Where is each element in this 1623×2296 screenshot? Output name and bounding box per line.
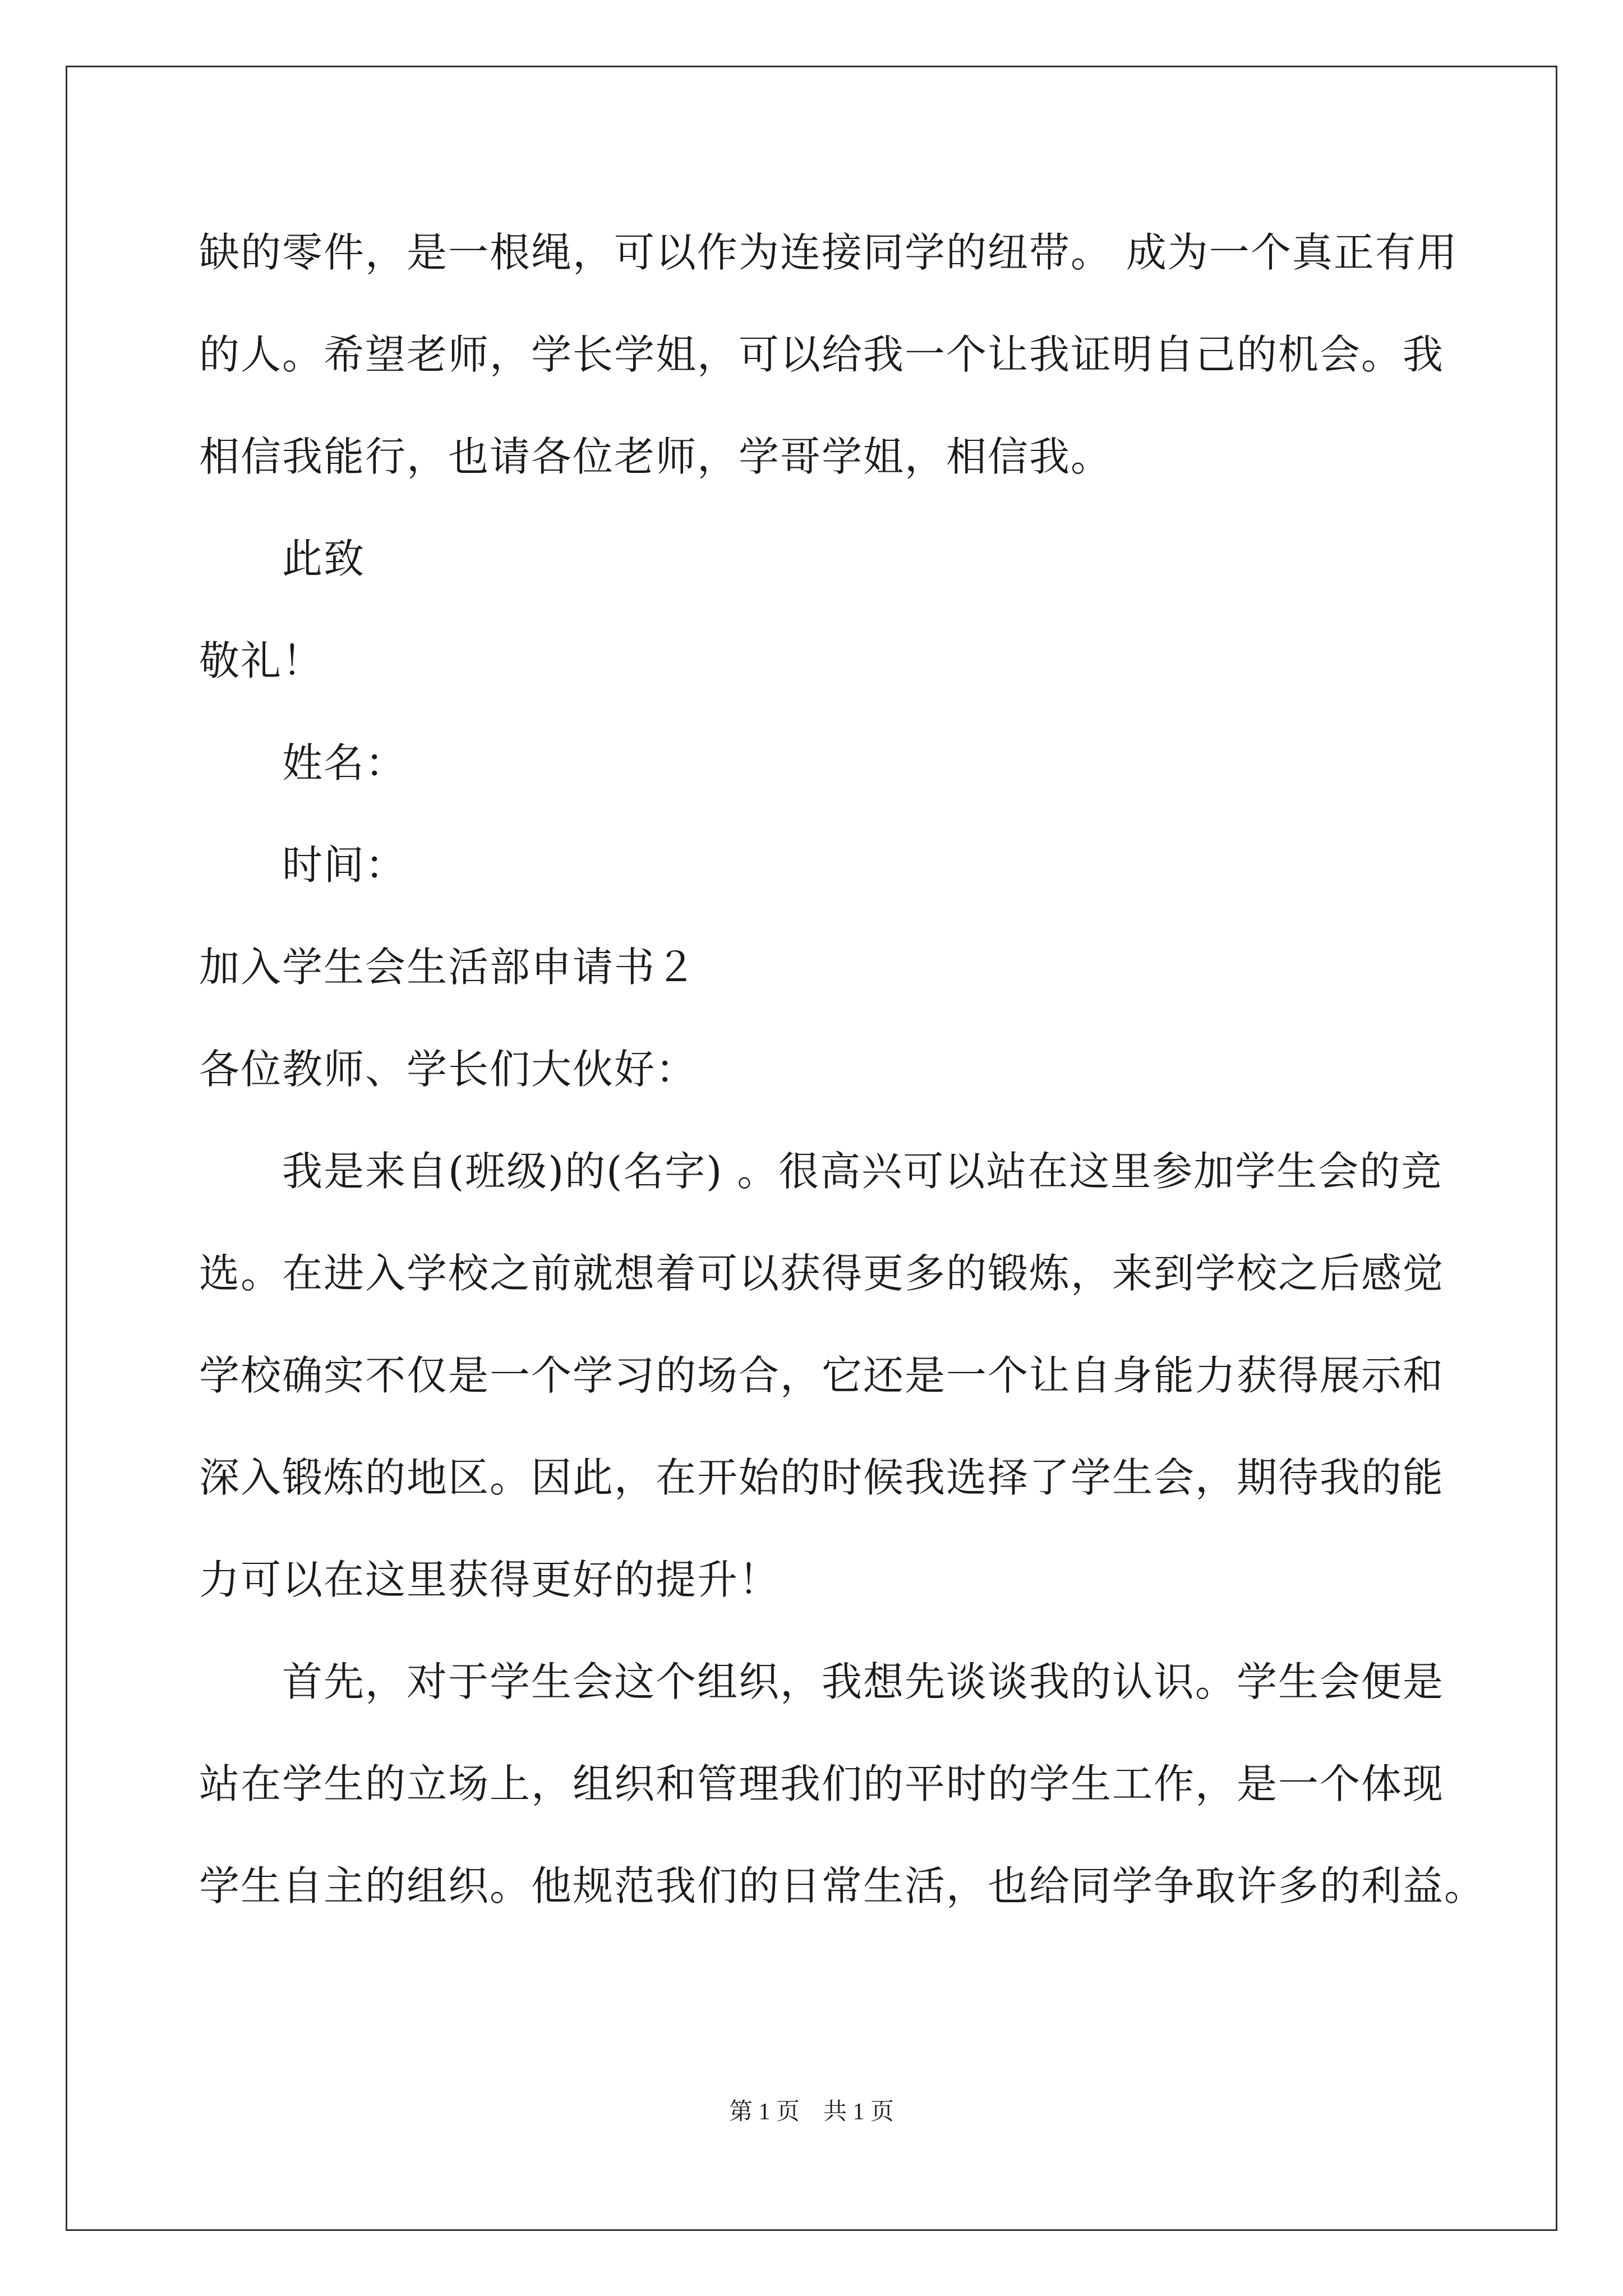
text-line: 站在学生的立场上，组织和管理我们的平时的学生工作，是一个体现 — [199, 1760, 1445, 1807]
page-number-footer: 第 1 页 共 1 页 — [728, 2099, 894, 2125]
text-line: 缺的零件，是一根绳，可以作为连接同学的纽带。 成为一个真正有用 — [199, 229, 1458, 276]
text-line: 学校确实不仅是一个学习的场合，它还是一个让自身能力获得展示和 — [199, 1352, 1445, 1399]
name-label: 姓名： — [282, 739, 407, 786]
text-line: 相信我能行，也请各位老师，学哥学姐，相信我。 — [199, 433, 1113, 480]
text-line: 深入锻炼的地区。因此，在开始的时候我选择了学生会，期待我的能 — [199, 1454, 1445, 1501]
text-line: 学生自主的组织。他规范我们的日常生活，也给同学争取许多的利益。 — [199, 1862, 1486, 1910]
closing-regards: 敬礼！ — [199, 637, 324, 684]
section-title: 加入学生会生活部申请书２ — [199, 944, 698, 991]
text-line: 选。在进入学校之前就想着可以获得更多的锻炼，来到学校之后感觉 — [199, 1250, 1445, 1297]
text-line: 的人。希望老师，学长学姐，可以给我一个让我证明自己的机会。我 — [199, 331, 1445, 378]
text-line: 我是来自(班级)的(名字) 。很高兴可以站在这里参加学生会的竞 — [282, 1148, 1443, 1195]
closing-salutation: 此致 — [282, 535, 366, 582]
text-line: 力可以在这里获得更好的提升！ — [199, 1556, 781, 1603]
text-line: 首先，对于学生会这个组织，我想先谈谈我的认识。学生会便是 — [282, 1658, 1445, 1705]
greeting: 各位教师、学长们大伙好： — [199, 1046, 698, 1093]
date-label: 时间： — [282, 841, 407, 889]
